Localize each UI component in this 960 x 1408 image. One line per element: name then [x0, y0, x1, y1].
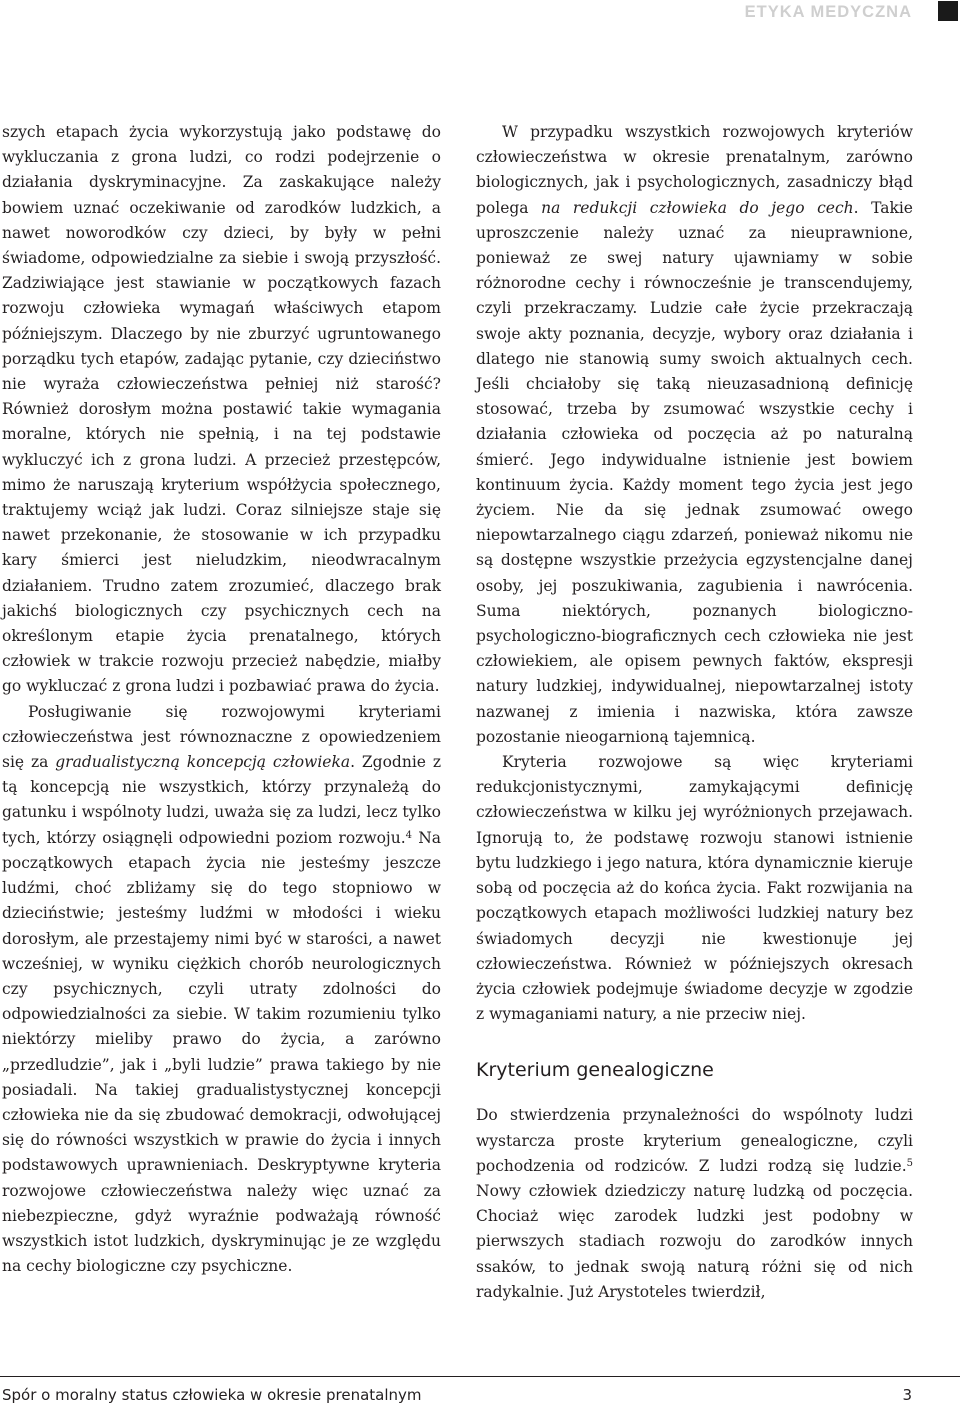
footnote-ref-4: 4: [405, 829, 413, 841]
section-label: ETYKA MEDYCZNA: [744, 3, 912, 21]
right-column: [476, 120, 913, 1305]
right-paragraph-3: [476, 1103, 913, 1305]
right-paragraph-3-text-a: Do stwierdzenia przynależności do wspólnoty ludzi wystarcza proste kryterium genealogiczne, czyli pochodzenia od rodziców. Z ludzi rodzą się ludzie.: [476, 1106, 913, 1175]
right-paragraph-3-text-b: Nowy człowiek dziedziczy naturę ludzką od poczęcia. Chociaż więc zarodek ludzki jest podobny w pierwszych stadiach rozwoju do zarodków innych ssaków, to jednak swoją naturą różni się od nich radykalnie. Już Arystoteles twierdził,: [476, 1181, 913, 1301]
reduction-emphasis: na redukcji człowieka do jego cech: [541, 198, 854, 217]
left-paragraph-2-text-a: Posługiwanie się rozwojowymi kryteriami człowieczeństwa jest równoznaczne z opowiedzeniem się za: [2, 702, 441, 772]
left-paragraph-1: szych etapach życia wykorzystują jako podstawę do wykluczania z grona ludzi, co rodzi podejrzenie o działania dyskryminacyjne. Za zaskakujące należy bowiem uznać oczekiwanie od zarodków ludzkich, a nawet noworodków czy dzieci, by były w pełni świadome, odpowiedzialne za siebie i swoją przyszłość. Zadziwiające jest stawianie w początkowych fazach rozwoju człowieka wymagań właściwych etapom późniejszym. Dlaczego by nie zburzyć ugruntowanego porządku tych etapów, zadając pytanie, czy dzieciństwo nie wyraża człowieczeństwa pełniej niż starość? Również dorosłym można postawić takie wymagania moralne, których nie spełnią, i na tej podstawie wykluczyć ich z grona ludzi. A przecież przestępców, mimo że naruszają kryterium współżycia społecznego, traktujemy wciąż jak ludzi. Coraz silniejsze staje się nawet przekonanie, że stosowanie w ich przypadku kary śmierci jest nieludzkim, nieodwracalnym działaniem. Trudno zatem zrozumieć, dlaczego brak jakichś biologicznych czy psychicznych cech na określonym etapie życia prenatalnego, których człowiek w trakcie rozwoju przecież nabędzie, miałby go wykluczać z grona ludzi i pozbawiać prawa do życia.: [2, 123, 441, 696]
right-paragraph-2: Kryteria rozwojowe są więc kryteriami redukcjonistycznymi, zamykającymi definicję człowieczeństwa w kilku jej wyróżnionych przejawach. Ignorują to, że podstawę rozwoju stanowi istnienie bytu ludzkiego i jego natura, która dynamicznie kieruje sobą od poczęcia aż do końca życia. Fakt rozwijania na początkowych etapach możliwości ludzkiej natury bez świadomych decyzji nie kwestionuje jej człowieczeństwa. Również w późniejszych okresach życia człowiek podejmuje świadome decyzje w zgodzie z wymaganiami natury, a nie przeciw niej.: [476, 753, 913, 1024]
page-number: 3: [902, 1386, 912, 1404]
right-paragraph-1-text-a: W przypadku wszystkich rozwojowych kryteriów człowieczeństwa w okresie prenatalnym, zarówno biologicznych, jak i psychologicznych, zasadniczy błąd polega: [476, 123, 913, 217]
left-paragraph-2: [2, 700, 441, 1280]
footnote-ref-5: 5: [906, 1157, 913, 1169]
right-paragraph-1: [476, 120, 913, 750]
footer-title: Spór o moralny status człowieka w okresie prenatalnym: [2, 1386, 422, 1404]
page-header: [0, 0, 960, 24]
left-paragraph-2-text-b: . Zgodnie z tą koncepcją nie wszystkich, którzy przynależą do gatunku i wspólnoty ludzi, uważa się za ludzi, lecz tylko tych, którzy osiągnęli odpowiedni poziom rozwoju.: [2, 753, 441, 847]
footer-divider: [0, 1376, 960, 1377]
section-heading: Kryterium genealogiczne: [476, 1059, 714, 1082]
left-paragraph-2-text-c: Na początkowych etapach życia nie jesteśmy jeszcze ludźmi, choć zbliżamy się do tego stopniowo w dzieciństwie; jesteśmy ludźmi w młodości i wieku dorosłym, ale przestajemy nimi być w starości, a nawet wcześniej, w wyniku ciężkich chorób neurologicznych czy psychicznych, czyli utraty zdolności do odpowiedzialności za siebie. W takim rozumieniu tylko niektórzy mieliby prawo do życia, a zarówno „przedludzie”, jak i „byli ludzie” prawa takiego by nie posiadali. Na takiej gradualistystycznej koncepcji człowieka nie da się zbudować demokracji, odwołującej się do równości wszystkich w prawie do życia i innych podstawowych uprawnieniach. Deskryptywne kryteria rozwojowe człowieczeństwa należy więc uznać za niebezpieczne, gdyż wyraźnie podważają równość wszystkich istot ludzkich, dyskryminując je ze względu na cechy biologiczne czy psychiczne.: [2, 828, 441, 1276]
gradualist-concept-emphasis: gradualistyczną koncepcją człowieka: [55, 753, 351, 772]
section-marker-square: [938, 1, 958, 21]
left-column: [2, 120, 441, 1279]
right-paragraph-1-text-b: . Takie uproszczenie należy uznać za nieuprawnione, ponieważ ze swej natury ujawniamy w sobie różnorodne cechy i równocześnie je transcendujemy, czyli przekraczamy. Ludzie całe życie przekraczają swoje akty poznania, decyzje, wybory oraz działania i dlatego nie stanowią sumy swoich aktualnych cech. Jeśli chciałoby się taką nieuzasadnioną definicję stosować, trzeba by zsumować wszystkie cechy i działania człowieka od poczęcia aż po naturalną śmierć. Jego indywidualne istnienie jest bowiem kontinuum życia. Każdy moment tego życia jest jego życiem. Nie da się jednak zsumować owego niepowtarzalnego ciągu zdarzeń, ponieważ nikomu nie są dostępne wszystkie przeżycia egzystencjalne danej osoby, jej poszukiwania, zagubienia i nawrócenia. Suma niektórych, poznanych biologiczno-psychologiczno-biograficznych cech człowieka nie jest człowiekiem, ale opisem pewnych faktów, ekspresji natury ludzkiej, indywidualnej, niepowtarzalnej istoty nazwanej z imienia i nazwiska, która zawsze pozostanie nieogarnioną tajemnicą.: [476, 198, 913, 746]
